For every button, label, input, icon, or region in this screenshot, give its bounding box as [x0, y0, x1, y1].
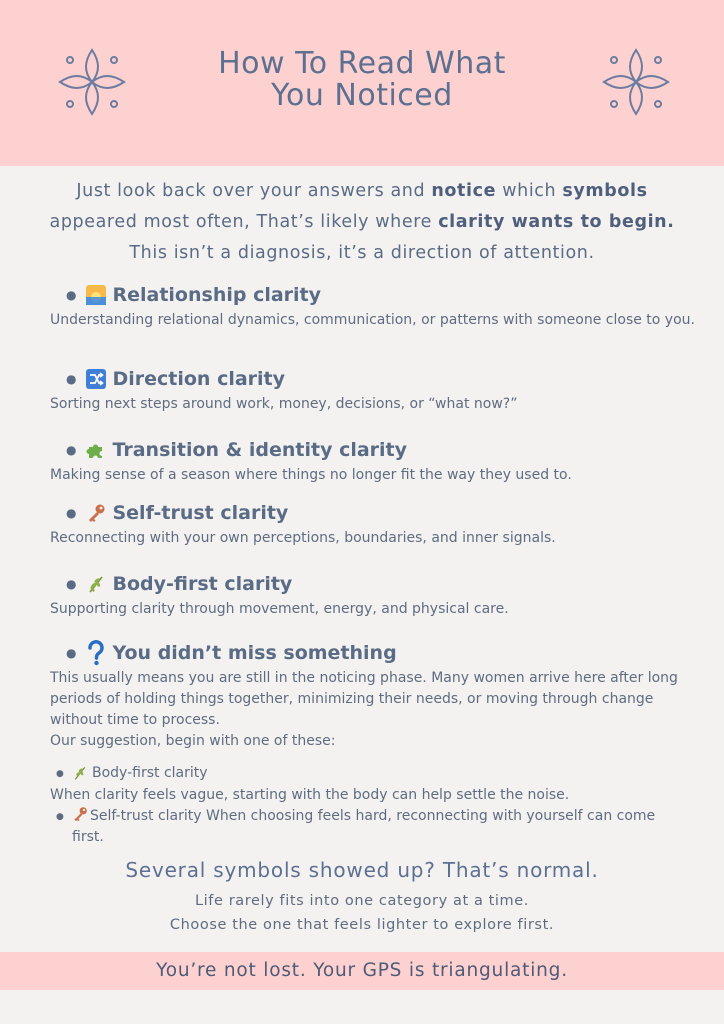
item-description: Sorting next steps around work, money, decisions, or “what now?”	[50, 396, 518, 412]
intro-bold: clarity wants to begin.	[438, 212, 675, 232]
closing-title: Several symbols showed up? That’s normal.	[125, 858, 599, 882]
title-line-1: How To Read What	[218, 46, 506, 81]
item-title: Body-first clarity	[112, 573, 293, 595]
list-item	[50, 763, 690, 785]
intro-text: Just look back over your answers and	[76, 181, 432, 201]
intro-bold: notice	[431, 181, 497, 201]
list-item	[50, 640, 710, 752]
bullet-icon: ●	[56, 812, 64, 822]
item-description: Supporting clarity through movement, energy, and physical care.	[50, 601, 509, 617]
floral-ornament-icon	[600, 44, 672, 120]
intro-bold: symbols	[562, 181, 648, 201]
herb-icon	[72, 765, 88, 781]
puzzle-icon	[86, 440, 106, 460]
item-title: Self-trust clarity	[112, 502, 289, 524]
item-heading	[66, 500, 710, 526]
footer-banner: You’re not lost. Your GPS is triangulating.	[0, 952, 724, 990]
sunrise-icon	[86, 285, 106, 305]
bullet-icon: ●	[66, 577, 77, 591]
herb-icon	[86, 574, 106, 594]
bullet-icon: ●	[66, 443, 77, 457]
suggestion-list	[50, 763, 690, 848]
list-item	[50, 571, 710, 620]
header-banner	[0, 0, 724, 166]
list-item	[50, 500, 710, 549]
list-item	[50, 437, 710, 486]
title-line-2: You Noticed	[271, 78, 453, 113]
item-description: Understanding relational dynamics, communication, or patterns with someone close to you.	[50, 312, 695, 328]
key-icon	[72, 806, 88, 822]
floral-ornament-icon	[56, 44, 128, 120]
suggestion-option: Body-first clarity	[92, 765, 208, 781]
item-heading	[66, 437, 710, 463]
intro-line-3: This isn’t a diagnosis, it’s a direction of attention.	[129, 243, 595, 263]
bullet-icon: ●	[66, 372, 77, 386]
item-title: Transition & identity clarity	[112, 439, 408, 461]
item-title: Relationship clarity	[112, 284, 322, 306]
list-item	[50, 806, 690, 848]
item-description: Making sense of a season where things no longer fit the way they used to.	[50, 467, 572, 483]
item-description: Reconnecting with your own perceptions, boundaries, and inner signals.	[50, 530, 556, 546]
closing-line-2: Choose the one that feels lighter to explore first.	[169, 917, 555, 933]
question-icon	[86, 643, 106, 663]
shuffle-icon	[86, 369, 106, 389]
bullet-icon: ●	[66, 646, 77, 660]
item-title: You didn’t miss something	[112, 642, 397, 664]
suggestion-option: Self-trust clarity When choosing feels hard, reconnecting with yourself can come first.	[72, 808, 656, 845]
suggestion-note: When clarity feels vague, starting with the body can help settle the noise.	[50, 787, 570, 803]
suggestion-lead: Our suggestion, begin with one of these:	[50, 733, 336, 749]
list-item	[50, 282, 710, 331]
item-heading	[66, 282, 710, 308]
intro-paragraph	[20, 176, 704, 269]
bullet-icon: ●	[56, 769, 64, 779]
item-heading	[66, 571, 710, 597]
item-heading	[66, 366, 710, 392]
key-icon	[86, 503, 106, 523]
item-description: This usually means you are still in the noticing phase. Many women arrive here after long periods of holding things together, minimizing their needs, or moving through change without time to process.	[50, 670, 678, 728]
closing-line-1: Life rarely fits into one category at a time.	[194, 893, 530, 909]
item-title: Direction clarity	[112, 368, 286, 390]
item-heading	[66, 640, 710, 666]
bullet-icon: ●	[66, 288, 77, 302]
bullet-icon: ●	[66, 506, 77, 520]
intro-text: which	[496, 181, 563, 201]
list-item	[50, 366, 710, 415]
page-title	[150, 48, 574, 112]
intro-text: appeared most often, That’s likely where	[49, 212, 439, 232]
